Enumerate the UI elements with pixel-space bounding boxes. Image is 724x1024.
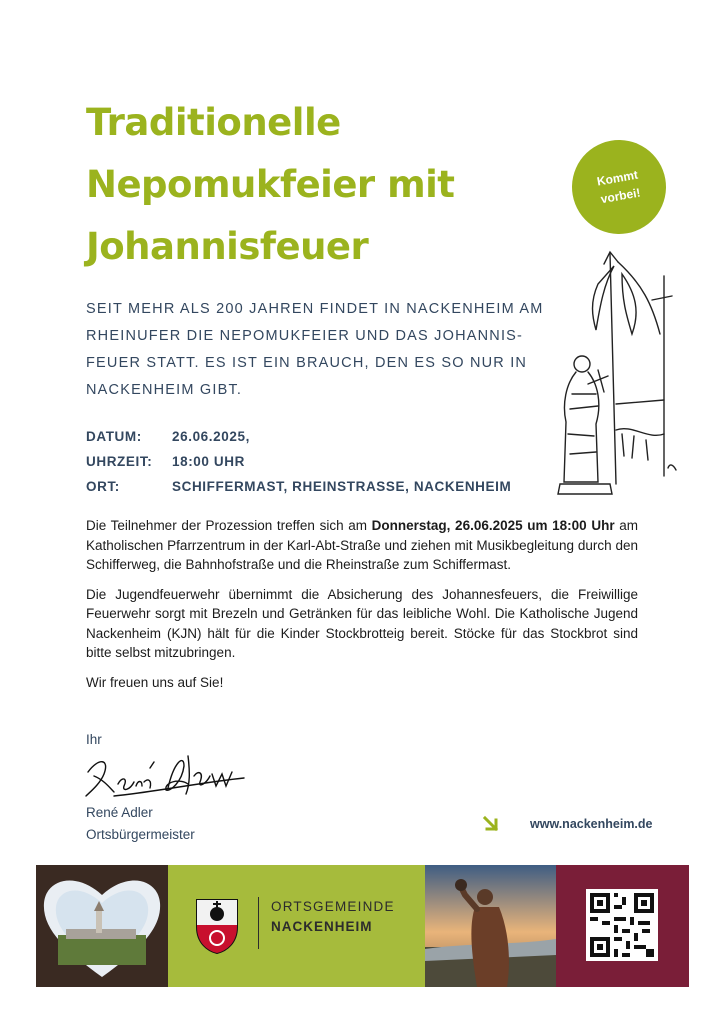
intro-line: NACKENHEIM GIBT. (86, 382, 243, 398)
intro-line: SEIT MEHR ALS 200 JAHREN FINDET IN NACKENHEIM AM (86, 301, 544, 317)
intro-text (86, 296, 566, 404)
time-row (86, 449, 511, 474)
time-label: UHRZEIT: (86, 454, 153, 469)
intro-line: RHEINUFER DIE NEPOMUKFEIER UND DAS JOHANNIS- (86, 328, 524, 344)
nepomuk-statue-illustration (552, 244, 688, 508)
text-run: Die Teilnehmer der Prozession treffen sich am (86, 518, 372, 533)
title-line: Nepomukfeier mit (86, 163, 455, 206)
greeting: Ihr (86, 732, 102, 747)
signer-name: René Adler (86, 805, 153, 820)
badge-line: Kommt (595, 167, 640, 189)
sunset-photo-graphic (425, 865, 556, 987)
signature-graphic (84, 752, 254, 802)
arrow-down-right-icon (482, 815, 500, 833)
text-run-bold: Donnerstag, 26.06.2025 um 18:00 Uhr (371, 518, 615, 533)
intro-line: FEUER STATT. ES IST EIN BRAUCH, DEN ES SO NUR IN (86, 355, 528, 371)
title-line: Johannisfeuer (86, 225, 369, 268)
text-run: am Katholischen Pfarrzentrum in der Karl-Abt-Straße und ziehen mit Musikbegleitung durch den Schifferweg, die Bahnhofstraße und die Rheinstraße zum Schiffermast. (86, 518, 638, 572)
municipality-name (271, 897, 395, 937)
qr-code-area (556, 865, 689, 987)
statue-sunset-photo (425, 865, 556, 987)
place-label: ORT: (86, 479, 120, 494)
place-value: SCHIFFERMAST, RHEINSTRASSE, NACKENHEIM (172, 479, 512, 494)
signer-role: Ortsbürgermeister (86, 827, 195, 842)
coat-of-arms-icon (194, 897, 240, 955)
paragraph-procession (86, 516, 638, 575)
time-value: 18:00 UHR (172, 454, 245, 469)
date-value: 26.06.2025, (172, 429, 250, 444)
place-row (86, 474, 511, 499)
website-link[interactable]: www.nackenheim.de (530, 817, 653, 831)
kommt-vorbei-badge (565, 133, 674, 242)
body-text (86, 516, 638, 702)
date-label: DATUM: (86, 429, 142, 444)
badge-line: vorbei! (599, 185, 642, 207)
qr-code-icon[interactable] (586, 889, 658, 961)
title-line: Traditionelle (86, 101, 341, 144)
signer-block (86, 802, 195, 846)
page-title (86, 92, 546, 278)
paragraph-welcome: Wir freuen uns auf Sie! (86, 674, 224, 690)
event-facts (86, 424, 511, 499)
municipality-logo-area (168, 865, 425, 987)
heart-photo-graphic (36, 865, 168, 987)
org-line-bold: NACKENHEIM (271, 919, 373, 934)
heart-sculpture-photo (36, 865, 168, 987)
logo-divider (258, 897, 259, 949)
footer-banner (36, 865, 689, 987)
org-line: ORTSGEMEINDE (271, 899, 395, 914)
paragraph-fire: Die Jugendfeuerwehr übernimmt die Absicherung des Johannesfeuers, die Freiwillige Feuerwehr sorgt mit Brezeln und Getränken für das leibliche Wohl. Die Katholische Jugend Nackenheim (KJN) hält für die Kinder Stockbrotteig bereit. Stöcke für das Stockbrot sind bitte selbst mitzubringen. (86, 586, 638, 660)
date-row (86, 424, 511, 449)
